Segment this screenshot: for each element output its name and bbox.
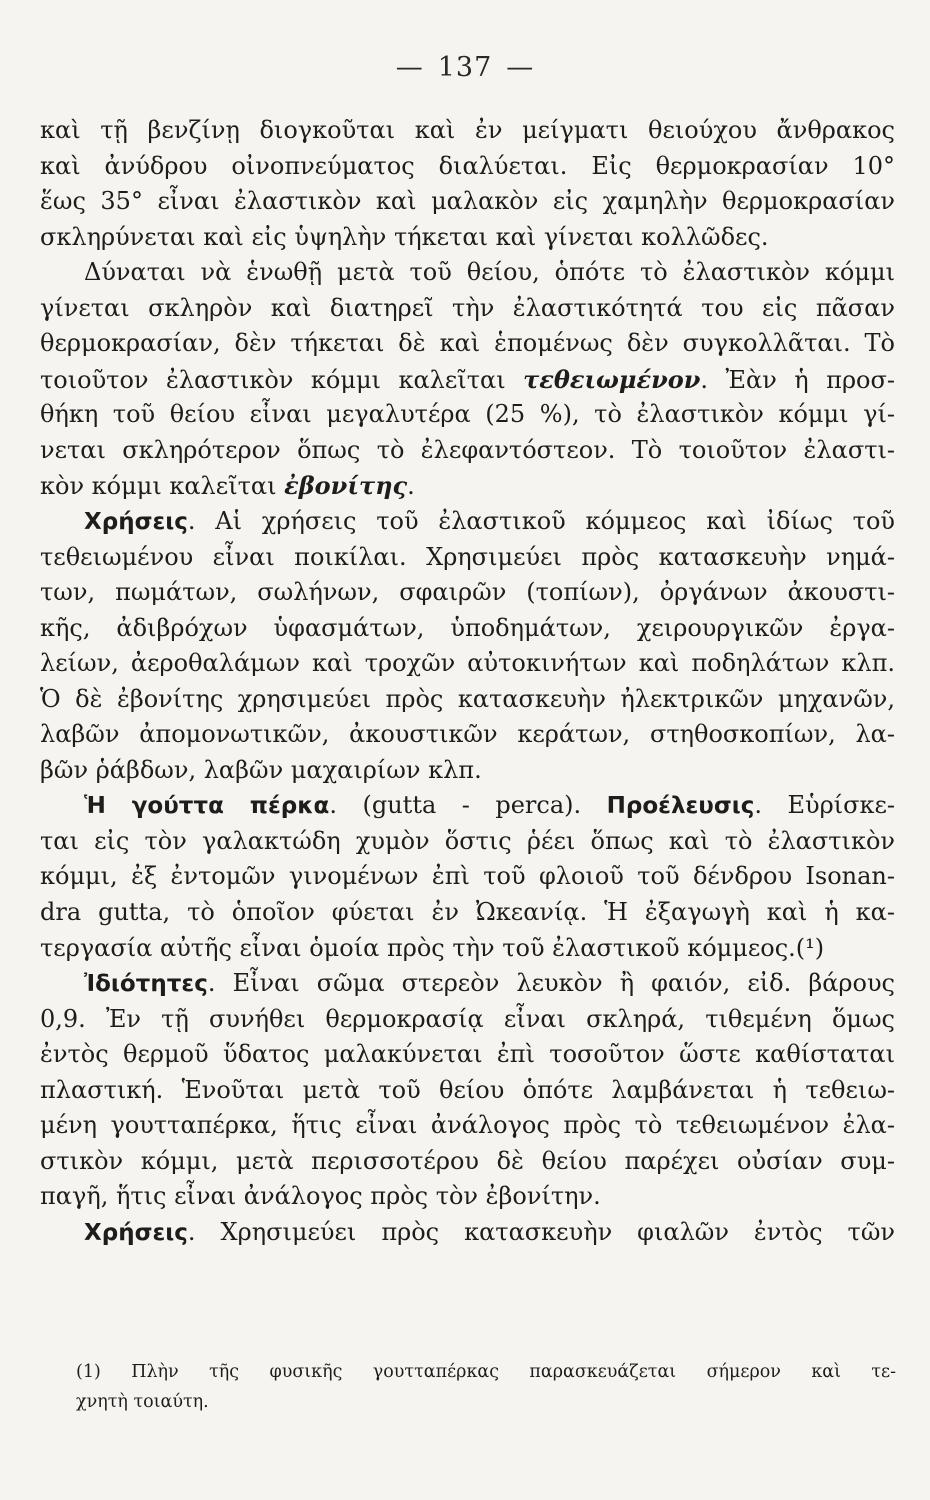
text-line: Ἰδιότητες. Εἶναι σῶμα στερεὸν λευκὸν ἢ φαιόν, εἰδ. βάρους: [84, 969, 895, 998]
text-line: τεθειωμένου εἶναι ποικίλαι. Χρησιμεύει πρὸς κατασκευὴν νημά-: [40, 542, 895, 571]
text-line: Χρήσεις. Αἱ χρήσεις τοῦ ἐλαστικοῦ κόμμεος καὶ ἰδίως τοῦ: [84, 507, 895, 536]
section-heading-uses-2: Χρήσεις: [84, 1219, 188, 1246]
text-line: ἕως 35° εἶναι ἐλαστικὸν καὶ μαλακὸν εἰς χαμηλὴν θερμοκρασίαν: [40, 187, 895, 216]
footnote-line: χνητὴ τοιαύτη.: [76, 1392, 209, 1412]
text-line: καὶ τῇ βενζίνῃ διογκοῦται καὶ ἐν μείγματι θειούχου ἄνθρακος: [40, 116, 895, 144]
text-line: κόμμι, ἐξ ἐντομῶν γινομένων ἐπὶ τοῦ φλοιοῦ τοῦ δένδρου Isonan-: [40, 862, 895, 891]
text-line: γίνεται σκληρὸν καὶ διατηρεῖ τὴν ἐλαστικότητά του εἰς πᾶσαν: [40, 293, 895, 322]
text-line: σκληρύνεται καὶ εἰς ὑψηλὴν τήκεται καὶ γίνεται κολλῶδες.: [40, 222, 769, 251]
text-line: Ὁ δὲ ἐβονίτης χρησιμεύει πρὸς κατασκευὴν ἠλεκτρικῶν μηχανῶν,: [40, 684, 895, 713]
text-line: λαβῶν ἀπομονωτικῶν, ἀκουστικῶν κεράτων, στηθοσκοπίων, λα-: [40, 720, 895, 749]
footnote-line: (1) Πλὴν τῆς φυσικῆς γουτταπέρκας παρασκευάζεται σήμερον καὶ τε-: [76, 1362, 896, 1382]
text-line: νεται σκληρότερον ὅπως τὸ ἐλεφαντόστεον. Τὸ τοιοῦτον ἐλαστι-: [40, 435, 895, 464]
text-line: τοιοῦτον ἐλαστικὸν κόμμι καλεῖται τεθειωμένον. Ἐὰν ἡ προσ-: [40, 364, 895, 394]
text-line: βῶν ῥάβδων, λαβῶν μαχαιρίων κλπ.: [40, 755, 482, 784]
text-line: κῆς, ἀδιβρόχων ὑφασμάτων, ὑποδημάτων, χειρουργικῶν ἐργα-: [40, 613, 895, 642]
body-text: [40, 113, 895, 1251]
text-line: θερμοκρασίαν, δὲν τήκεται δὲ καὶ ἑπομένως δὲν συγκολλᾶται. Τὸ: [40, 329, 895, 358]
text-line: στικὸν κόμμι, μετὰ περισσοτέρου δὲ θείου παρέχει οὐσίαν συμ-: [40, 1146, 895, 1175]
text-line: θήκη τοῦ θείου εἶναι μεγαλυτέρα (25 %), τὸ ἐλαστικὸν κόμμι γί-: [40, 400, 895, 429]
section-heading-uses: Χρήσεις: [84, 509, 188, 536]
text-line: λείων, ἀεροθαλάμων καὶ τροχῶν αὐτοκινήτων καὶ ποδηλάτων κλπ.: [40, 649, 895, 678]
term-ebonitis: ἐβονίτης: [284, 471, 408, 501]
page-number-value: 137: [437, 52, 493, 83]
text-line: ται εἰς τὸν γαλακτώδη χυμὸν ὅστις ῥέει ὅπως καὶ τὸ ἐλαστικὸν: [40, 826, 895, 855]
section-heading-properties: Ἰδιότητες: [84, 971, 208, 998]
text-line: τεργασία αὐτῆς εἶναι ὁμοία πρὸς τὴν τοῦ ἐλαστικοῦ κόμμεος.(¹): [40, 933, 825, 962]
text-line: Χρήσεις. Χρησιμεύει πρὸς κατασκευὴν φιαλῶν ἐντὸς τῶν: [84, 1217, 895, 1246]
text-line: Δύναται νὰ ἑνωθῇ μετὰ τοῦ θείου, ὁπότε τὸ ἐλαστικὸν κόμμι: [84, 258, 895, 287]
text-line: μένη γουτταπέρκα, ἥτις εἶναι ἀνάλογος πρὸς τὸ τεθειωμένον ἐλα-: [40, 1111, 895, 1140]
section-heading-origin: Προέλευσις: [606, 793, 755, 820]
section-heading-gutta-percha: Ἡ γούττα πέρκα: [84, 793, 330, 820]
text-line: dra gutta, τὸ ὁποῖον φύεται ἐν Ὠκεανίᾳ. Ἡ ἐξαγωγὴ καὶ ἡ κα-: [40, 898, 895, 927]
term-tetheiomenon: τεθειωμένον: [523, 364, 701, 394]
text-line: πλαστική. Ἑνοῦται μετὰ τοῦ θείου ὁπότε λαμβάνεται ἡ τεθειω-: [40, 1075, 895, 1104]
text-line: κὸν κόμμι καλεῖται ἐβονίτης.: [40, 471, 415, 501]
page-number: — 137 —: [395, 52, 535, 83]
text-line: Ἡ γούττα πέρκα. (gutta - perca). Προέλευσις. Εὑρίσκε-: [84, 791, 895, 820]
text-line: καὶ ἀνύδρου οἰνοπνεύματος διαλύεται. Εἰς θερμοκρασίαν 10°: [40, 151, 895, 180]
text-line: 0,9. Ἐν τῇ συνήθει θερμοκρασίᾳ εἶναι σκληρά, τιθεμένη ὅμως: [40, 1004, 895, 1033]
footnote: [76, 1357, 896, 1417]
text-line: παγῆ, ἥτις εἶναι ἀνάλογος πρὸς τὸν ἐβονίτην.: [40, 1182, 601, 1211]
text-line: των, πωμάτων, σωλήνων, σφαιρῶν (τοπίων), ὀργάνων ἀκουστι-: [40, 578, 895, 607]
text-line: ἐντὸς θερμοῦ ὕδατος μαλακύνεται ἐπὶ τοσοῦτον ὥστε καθίσταται: [40, 1040, 895, 1069]
